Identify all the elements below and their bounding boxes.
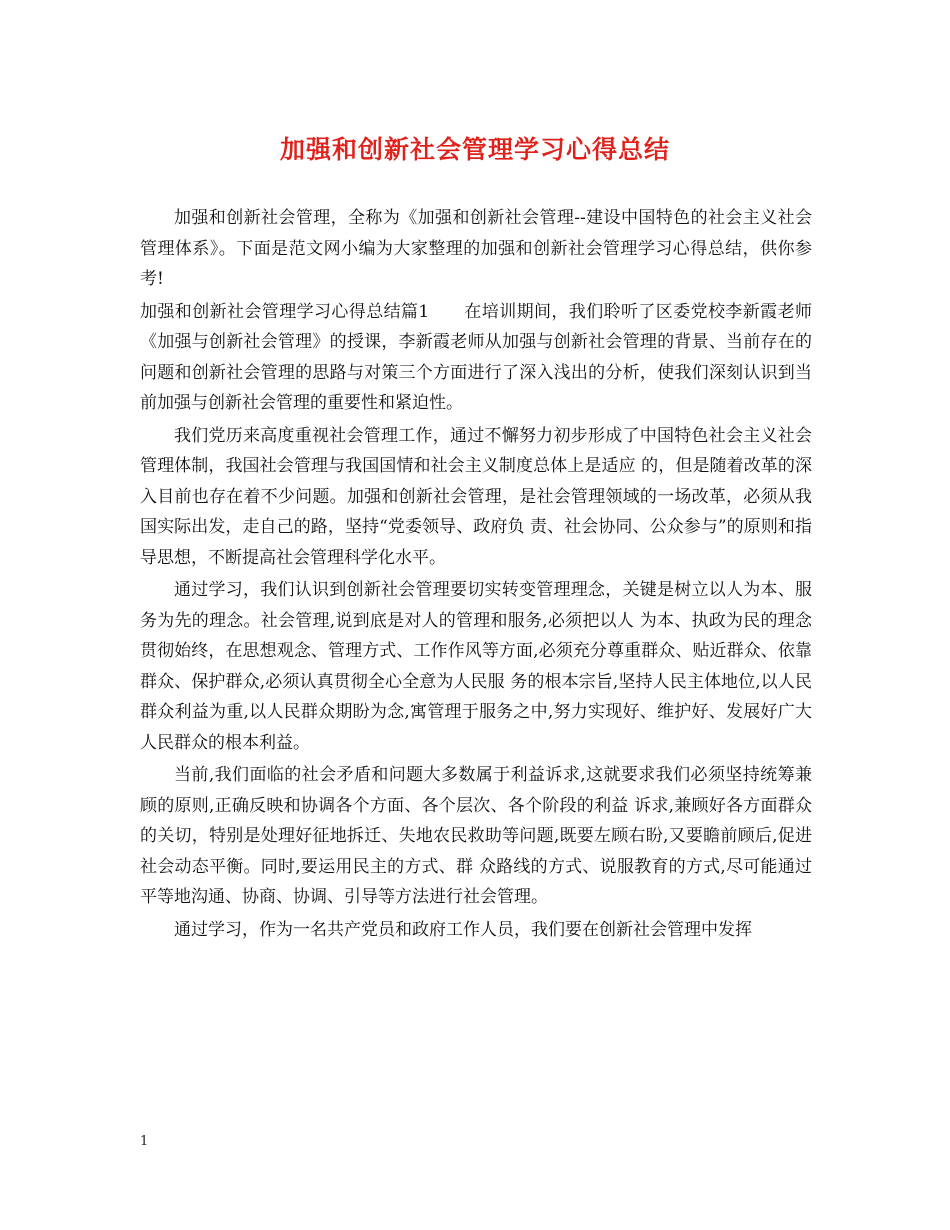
paragraph-intro: 加强和创新社会管理，全称为《加强和创新社会管理--建设中国特色的社会主义社会管理体系》。下面是范文网小编为大家整理的加强和创新社会管理学习心得总结，供你参考! [140,208,812,289]
paragraph-3: 通过学习，我们认识到创新社会管理要切实转变管理理念，关键是树立以人为本、服务为先的理念。社会管理,说到底是对人的管理和服务,必须把以人 为本、执政为民的理念贯彻始终，在思想观念、管理方式、工作作风等方面,必须充分尊重群众、贴近群众、依靠群众、保护群众,必须认真贯彻全心全意为人民服 务的根本宗旨,坚持人民主体地位,以人民群众利益为重,以人民群众期盼为念,寓管理于服务之中,努力实现好、维护好、发展好广大人民群众的根本利益。 [140,580,812,753]
paragraph-5: 通过学习，作为一名共产党员和政府工作人员，我们要在创新社会管理中发挥 [174,919,752,940]
document-body [140,203,812,947]
paragraph-4: 当前,我们面临的社会矛盾和问题大多数属于利益诉求,这就要求我们必须坚持统筹兼顾的原则,正确反映和协调各个方面、各个层次、各个阶段的利益 诉求,兼顾好各方面群众的关切，特别是处理好征地拆迁、失地农民救助等问题,既要左顾右盼,又要瞻前顾后,促进社会动态平衡。同时,要运用民主的方式、群 众路线的方式、说服教育的方式,尽可能通过平等地沟通、协商、协调、引导等方法进行社会管理。 [140,765,812,907]
document-title: 加强和创新社会管理学习心得总结 [279,135,670,164]
page-number: 1 [140,1134,149,1149]
paragraph-2: 我们党历来高度重视社会管理工作，通过不懈努力初步形成了中国特色社会主义社会管理体制，我国社会管理与我国国情和社会主义制度总体上是适应 的，但是随着改革的深入目前也存在着不少问题。加强和创新社会管理，是社会管理领域的一场改革，必须从我国实际出发，走自己的路，坚持“党委领导、政府负 责、社会协同、公众参与”的原则和指导思想，不断提高社会管理科学化水平。 [140,425,812,568]
paragraph-section-1: 加强和创新社会管理学习心得总结篇1 在培训期间，我们聆听了区委党校李新霞老师《加强与创新社会管理》的授课，李新霞老师从加强与创新社会管理的背景、当前存在的问题和创新社会管理的思路与对策三个方面进行了深入浅出的分析，使我们深刻认识到当前加强与创新社会管理的重要性和紧迫性。 [140,301,812,413]
